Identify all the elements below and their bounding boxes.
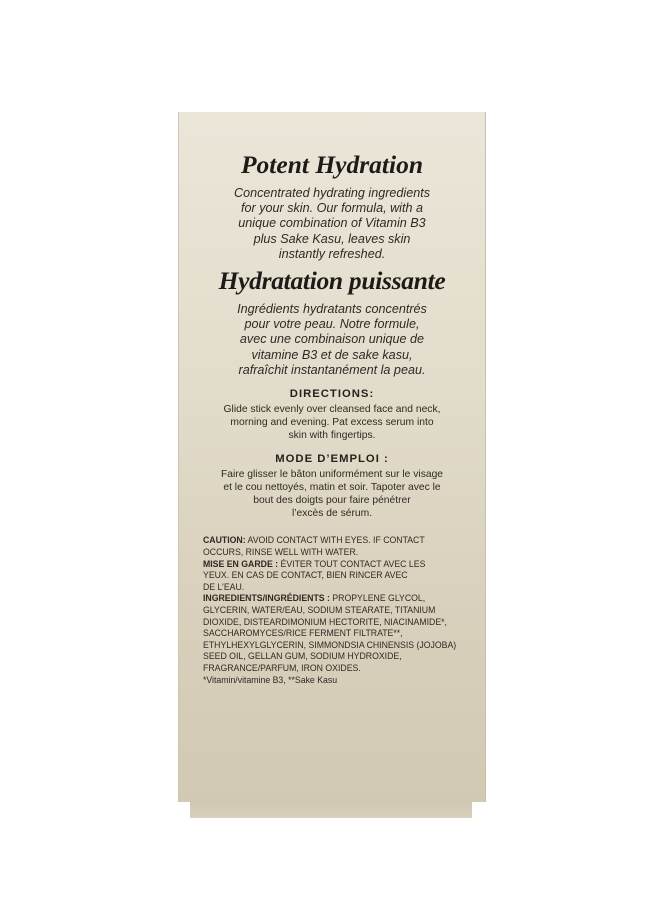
- ingredients-line: ETHYLHEXYLGLYCERIN, SIMMONDSIA CHINENSIS (JOJOBA): [203, 638, 457, 650]
- directions-french: [195, 468, 469, 521]
- mode-emploi-line: bout des doigts pour faire pénétrer: [253, 495, 411, 507]
- mode-emploi-line: Faire glisser le bâton uniformément sur le visage: [220, 468, 444, 480]
- mode-emploi-line: l’excès de sérum.: [291, 508, 373, 520]
- intro-english-line: for your skin. Our formula, with a: [241, 201, 423, 216]
- intro-french: [193, 302, 471, 378]
- intro-english-line: instantly refreshed.: [278, 246, 386, 261]
- directions-line: skin with fingertips.: [288, 430, 376, 442]
- caution-text: AVOID CONTACT WITH EYES. IF CONTACT: [245, 534, 425, 546]
- ingredients-label: INGREDIENTS/INGRÉDIENTS :: [203, 592, 330, 604]
- intro-french-line: pour votre peau. Notre formule,: [244, 317, 420, 332]
- intro-french-line: avec une combinaison unique de: [239, 332, 425, 347]
- mise-en-garde-text: YEUX. EN CAS DE CONTACT, BIEN RINCER AVEC: [203, 569, 408, 581]
- intro-french-line: rafraîchit instantanément la peau.: [238, 362, 426, 377]
- mode-emploi-line: et le cou nettoyés, matin et soir. Tapoter avec le: [223, 481, 441, 493]
- intro-english-line: Concentrated hydrating ingredients: [233, 186, 431, 200]
- ingredients-line: DIOXIDE, DISTEARDIMONIUM HECTORITE, NIACINAMIDE*,: [203, 615, 447, 627]
- ingredients-line: SACCHAROMYCES/RICE FERMENT FILTRATE**,: [203, 627, 403, 639]
- caution-text: OCCURS, RINSE WELL WITH WATER.: [203, 546, 359, 558]
- box-bottom-flap: [190, 800, 472, 818]
- ingredients-text: PROPYLENE GLYCOL,: [329, 592, 426, 604]
- mode-emploi-heading: MODE D’EMPLOI :: [275, 452, 389, 465]
- title-french: Hydratation puissante: [218, 266, 446, 296]
- ingredients-line: SEED OIL, GELLAN GUM, SODIUM HYDROXIDE,: [203, 650, 402, 662]
- ingredients-line: FRAGRANCE/PARFUM, IRON OXIDES.: [203, 661, 361, 673]
- ingredients-footnote: *Vitamin/vitamine B3, **Sake Kasu: [203, 673, 338, 685]
- directions-english: [195, 403, 469, 443]
- mise-en-garde-text: ÉVITER TOUT CONTACT AVEC LES: [278, 557, 426, 569]
- intro-french-line: Ingrédients hydratants concentrés: [237, 302, 427, 317]
- directions-line: morning and evening. Pat excess serum into: [230, 417, 434, 429]
- ingredients-line: GLYCERIN, WATER/EAU, SODIUM STEARATE, TITANIUM: [203, 604, 436, 616]
- intro-english-line: unique combination of Vitamin B3: [238, 216, 426, 231]
- title-english: Potent Hydration: [240, 150, 424, 179]
- intro-french-line: vitamine B3 et de sake kasu,: [251, 347, 413, 362]
- intro-english-line: plus Sake Kasu, leaves skin: [253, 231, 411, 246]
- directions-heading: DIRECTIONS:: [289, 388, 375, 401]
- label-content: [189, 150, 475, 685]
- mise-en-garde-text: DE L’EAU.: [203, 580, 245, 592]
- intro-english: [193, 186, 471, 262]
- caution-label: CAUTION:: [203, 534, 246, 546]
- mise-en-garde-label: MISE EN GARDE :: [203, 557, 279, 569]
- directions-line: Glide stick evenly over cleansed face and neck,: [223, 404, 441, 416]
- product-box-panel: [178, 112, 486, 802]
- caution-block: [203, 534, 480, 685]
